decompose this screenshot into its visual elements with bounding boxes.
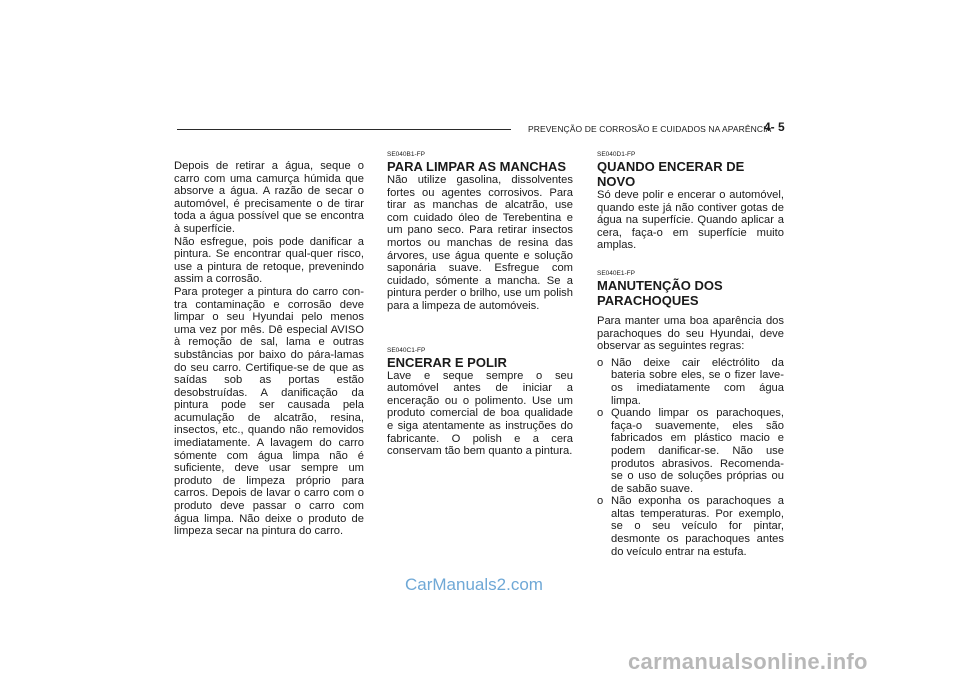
- heading-line: MANUTENÇÃO DOS: [597, 277, 723, 293]
- section-heading: ENCERAR E POLIR: [387, 354, 507, 370]
- heading-line: PARACHOQUES: [597, 292, 699, 308]
- bullet-item: [597, 407, 784, 495]
- paragraph: Para proteger a pintura do carro con-tra contaminação e corrosão deve limpar o seu Hyundai pelo menos uma vez por mês. Dê especial AVISO à remoção de sal, lama e outras substâncias por baixo do pára-lamas do seu carro. Certifique-se de que as saídas sob as portas estão desobstruídas. A danificação da pintura pode ser causada pela acumulação de alcatrão, resina, insectos, etc., quando não removidos imediatamente. A lavagem do carro sómente com água limpa não é suficiente, deve usar sempre um produto de limpeza próprio para carros. Depois de lavar o carro com o produto deve passar o carro com água limpa. Não deixe o produto de limpeza secar na pintura do carro.: [174, 285, 364, 538]
- section-code: SE040C1-FP: [387, 346, 426, 354]
- section-heading: [597, 278, 784, 308]
- column-3: [597, 151, 784, 558]
- section-spacer: [387, 313, 573, 347]
- watermark-link[interactable]: CarManuals2.com: [405, 575, 543, 594]
- page-number: 4- 5: [764, 120, 785, 134]
- section-body: Lave e seque sempre o seu automóvel antes de iniciar a enceração ou o polimento. Use um produto comercial de boa qualidade e siga atentamente as instruções do fabricante. O polish e a cera conservam tão bem quanto a pintura.: [387, 369, 573, 458]
- paragraph: Depois de retirar a água, seque o carro com uma camurça húmida que absorve a água. A razão de secar o automóvel, é precisamente o de tirar toda a água possível que se encontra à superfície.: [174, 160, 364, 235]
- section-intro: Para manter uma boa aparência dos parachoques do seu Hyundai, deve observar as seguintes regras:: [597, 314, 784, 353]
- bullet-item: [597, 495, 784, 558]
- column-2: [387, 151, 573, 458]
- header-rule: [177, 129, 511, 130]
- section-spacer: [597, 252, 784, 270]
- section-body: Não utilize gasolina, dissolventes fortes ou agentes corrosivos. Para tirar as manchas de alcatrão, use com cuidado óleo de Terebentina e um pano seco. Para retirar insectos mortos ou manchas de resina das árvores, use água quente e solução saponária suave. Esfregue com cuidado, sómente a mancha. Se a pintura perder o brilho, use um polish para a limpeza de automóveis.: [387, 174, 573, 312]
- bullet-marker: o: [597, 495, 604, 508]
- section-code: SE040E1-FP: [597, 269, 635, 277]
- section-code: SE040B1-FP: [387, 151, 425, 158]
- bullet-marker: o: [597, 356, 604, 369]
- bullet-list: [597, 357, 784, 559]
- section-body: Só deve polir e encerar o automóvel, quando este já não contiver gotas de água na superfície. Quando aplicar a cera, faça-o em superfície muito amplas.: [597, 189, 784, 252]
- paragraph: Não esfregue, pois pode danificar a pintura. Se encontrar qual-quer risco, use a pintura de retoque, prevenindo assim a corrosão.: [174, 235, 364, 286]
- bullet-marker: o: [597, 407, 604, 420]
- bullet-item: [597, 357, 784, 407]
- bullet-text: Não exponha os parachoques a altas temperaturas. Por exemplo, se o seu veículo for pintar, desmonte os parachoques antes do veículo entrar na estufa.: [611, 495, 784, 558]
- section-heading: PARA LIMPAR AS MANCHAS: [387, 159, 567, 174]
- section-heading: QUANDO ENCERAR DE NOVO: [597, 159, 745, 189]
- section-code: SE040D1-FP: [597, 151, 636, 158]
- column-1: [174, 160, 364, 538]
- header-title: PREVENÇÃO DE CORROSÃO E CUIDADOS NA APARÊNCIA: [528, 124, 772, 134]
- footer-watermark: carmanualsonline.info: [628, 649, 868, 674]
- bullet-text: Quando limpar os parachoques, faça-o suavemente, eles são fabricados em plástico macio e podem danificar-se. Não use produtos abrasivos. Recomenda-se o uso de soluções próprias ou de sabão suave.: [611, 407, 784, 495]
- bullet-text: Não deixe cair eléctrólito da bateria sobre eles, se o fizer lave-os imediatamente com água limpa.: [611, 356, 784, 407]
